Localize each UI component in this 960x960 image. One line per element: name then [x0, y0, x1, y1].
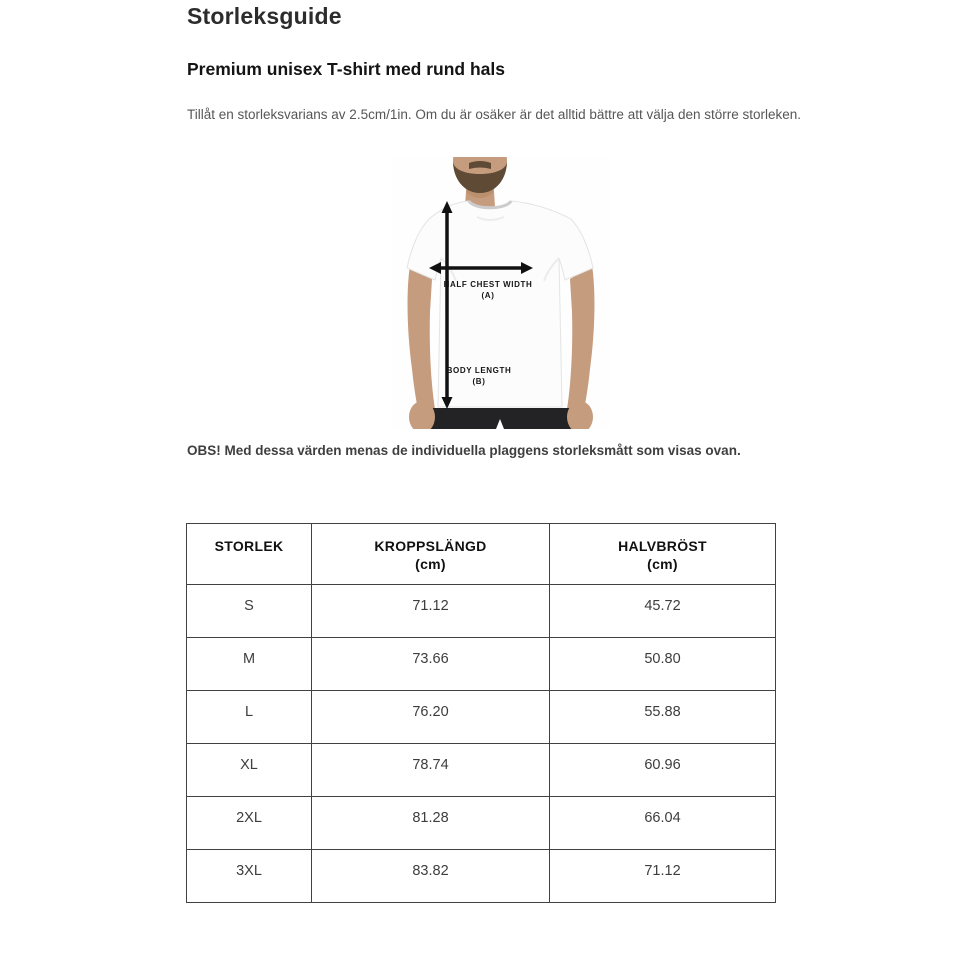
- measurement-diagram-photo: [392, 157, 610, 429]
- length-cell: 81.28: [312, 797, 550, 850]
- table-row: [187, 585, 776, 638]
- table-row: [187, 850, 776, 903]
- column-unit: (cm): [647, 556, 678, 572]
- size-cell: 2XL: [187, 797, 312, 850]
- length-cell: 83.82: [312, 850, 550, 903]
- table-row: [187, 797, 776, 850]
- length-cell: 76.20: [312, 691, 550, 744]
- length-cell: 78.74: [312, 744, 550, 797]
- intro-text: Tillåt en storleksvarians av 2.5cm/1in. Om du är osäker är det alltid bättre att välja den större storleken.: [187, 107, 802, 122]
- column-title: HALVBRÖST: [618, 538, 707, 554]
- table-row: [187, 744, 776, 797]
- tshirt-model-illustration: [392, 157, 610, 429]
- chest-cell: 50.80: [550, 638, 776, 691]
- size-table-header-row: [187, 524, 776, 585]
- column-header-kroppslangd: [312, 524, 550, 585]
- product-title: Premium unisex T-shirt med rund hals: [187, 59, 505, 79]
- size-cell: S: [187, 585, 312, 638]
- note-text: OBS! Med dessa värden menas de individuella plaggens storleksmått som visas ovan.: [187, 443, 741, 458]
- column-unit: (cm): [415, 556, 446, 572]
- chest-cell: 66.04: [550, 797, 776, 850]
- column-title: KROPPSLÄNGD: [374, 538, 487, 554]
- chest-cell: 71.12: [550, 850, 776, 903]
- body-length-key: (B): [472, 377, 486, 386]
- table-row: [187, 638, 776, 691]
- length-cell: 71.12: [312, 585, 550, 638]
- chest-cell: 60.96: [550, 744, 776, 797]
- size-cell: 3XL: [187, 850, 312, 903]
- size-table: [186, 523, 776, 903]
- body-length-label: BODY LENGTH: [446, 366, 512, 375]
- chest-width-key: (A): [481, 291, 495, 300]
- size-cell: L: [187, 691, 312, 744]
- chest-width-label: HALF CHEST WIDTH: [443, 280, 533, 289]
- chest-cell: 55.88: [550, 691, 776, 744]
- length-cell: 73.66: [312, 638, 550, 691]
- column-header-halvbrost: [550, 524, 776, 585]
- size-cell: XL: [187, 744, 312, 797]
- page-title: Storleksguide: [187, 3, 342, 29]
- size-cell: M: [187, 638, 312, 691]
- column-header-storlek: [187, 524, 312, 585]
- table-row: [187, 691, 776, 744]
- column-title: STORLEK: [214, 538, 284, 554]
- chest-cell: 45.72: [550, 585, 776, 638]
